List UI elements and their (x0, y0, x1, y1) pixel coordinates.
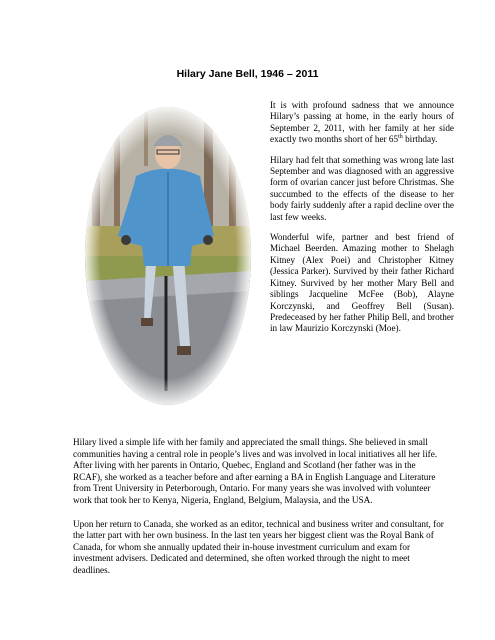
side-column (270, 100, 454, 344)
page-title: Hilary Jane Bell, 1946 – 2011 (176, 68, 319, 80)
main-body (73, 437, 447, 589)
family-paragraph: Wonderful wife, partner and best friend of Michael Beerden. Amazing mother to Shelagh Kitney (Alex Poei) and Christopher Kitney (Jessica Parker). Survived by their father Richard Kitney. Survived by her mother Mary Bell and siblings Jacqueline McFee (Bob), Alayne Korczynski, and Geoffrey Bell (Susan). Predeceased by her father Philip Bell, and brother in law Maurizio Korczynski (Moe). (270, 232, 454, 334)
portrait-photo (84, 106, 252, 406)
ordinal-suffix: th (398, 134, 403, 141)
announcement-text: It is with profound sadness that we announce Hilary’s passing at home, in the early hours of September 2, 2011, with her family at her side exactly two months short of her 65 (270, 100, 454, 145)
career-paragraph: Upon her return to Canada, she worked as an editor, technical and business writer and consultant, for the latter part with her own business. In the last ten years her biggest client was the Royal Bank of Canada, for whom she annually updated their in-house investment curriculum and exam for investment advisers. Dedicated and determined, she often worked through the night to meet deadlines. (73, 518, 444, 575)
illness-paragraph: Hilary had felt that something was wrong late last September and was diagnosed with an aggressive form of ovarian cancer just before Christmas. She succumbed to the effects of the disease to her body fairly suddenly after a rapid decline over the last few weeks. (270, 154, 454, 222)
announcement-paragraph (270, 100, 454, 146)
announcement-text-end: birthday. (402, 134, 438, 145)
life-paragraph: Hilary lived a simple life with her family and appreciated the small things. She believed in small communities having a central role in people’s lives and was involved in local initiatives all her life. After living with her parents in Ontario, Quebec, England and Scotland (her father was in the RCAF), she worked as a teacher before and after earning a BA in English Language and Literature from Trent University in Peterborough, Ontario. For many years she was involved with volunteer work that took her to Kenya, Nigeria, England, Belgium, Malaysia, and the USA. (73, 437, 438, 505)
